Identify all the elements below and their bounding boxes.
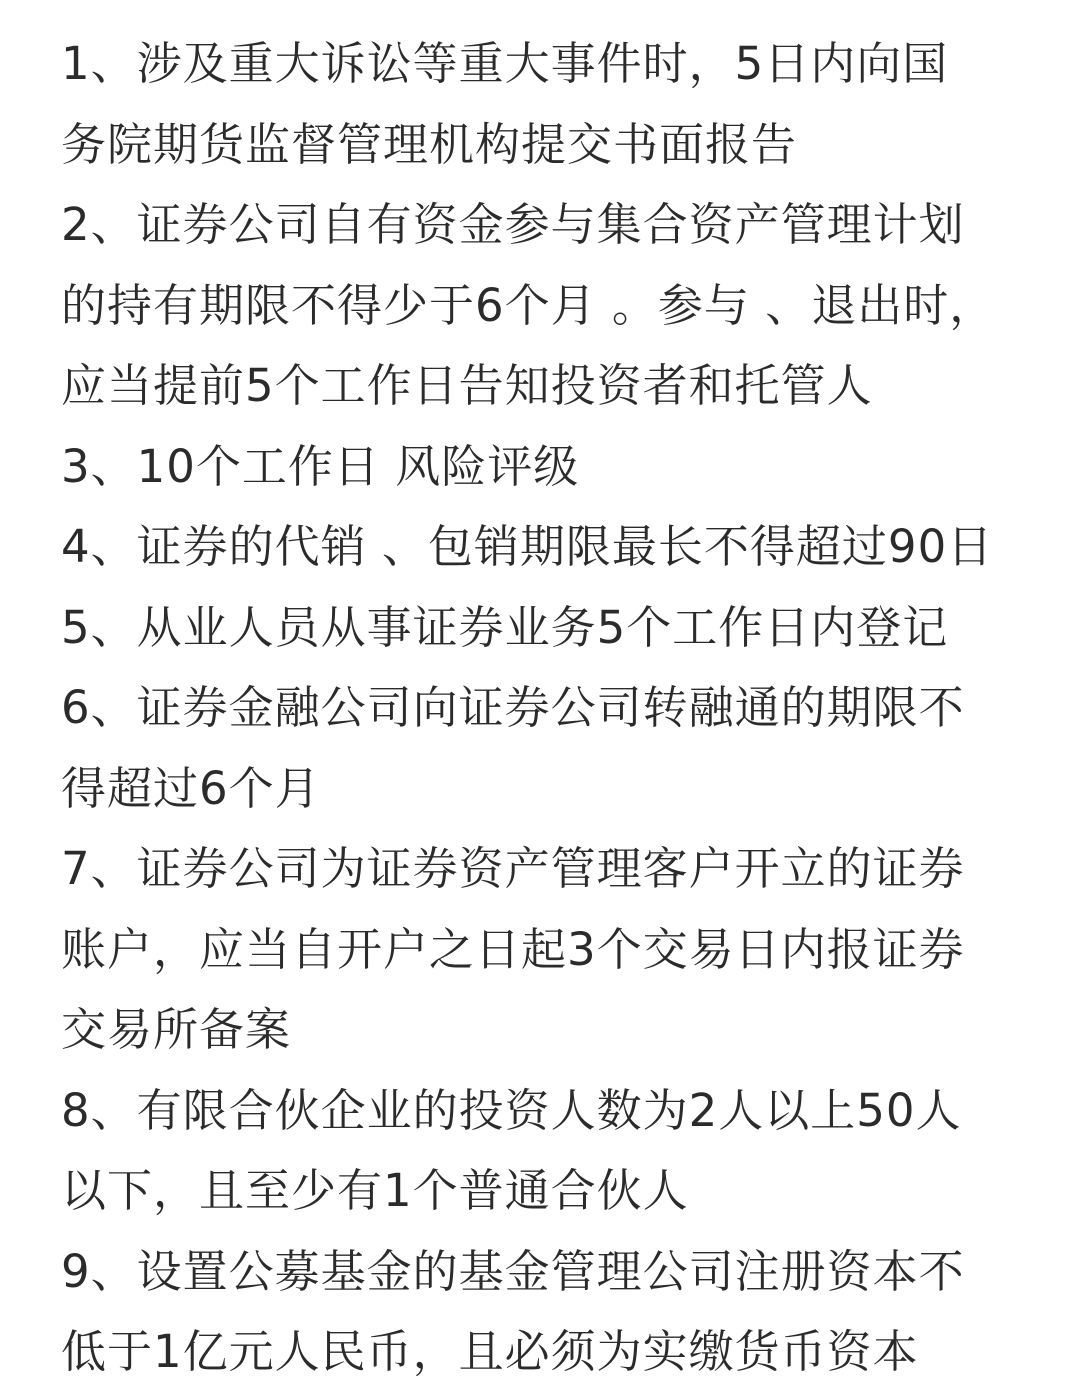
text-line-3: 2、证券公司自有资金参与集合资产管理计划 — [61, 198, 965, 251]
text-line-7: 4、证券的代销 、包销期限最长不得超过90日 — [61, 520, 994, 573]
text-line-12: 账户，应当自开户之日起3个交易日内报证券 — [61, 922, 965, 976]
text-line-10: 得超过6个月 — [61, 761, 321, 815]
text-line-13: 交易所备案 — [61, 1003, 292, 1056]
text-line-4: 的持有期限不得少于6个月 。参与 、退出时， — [61, 278, 996, 332]
text-line-11: 7、证券公司为证券资产管理客户开立的证券 — [61, 842, 965, 895]
text-line-14: 8、有限合伙企业的投资人数为2人以上50人 — [61, 1083, 962, 1137]
document-body — [61, 24, 1021, 1393]
text-line-16: 9、设置公募基金的基金管理公司注册资本不 — [61, 1244, 965, 1298]
text-line-6: 3、10个工作日 风险评级 — [61, 439, 580, 493]
text-line-2: 务院期货监督管理机构提交书面报告 — [61, 117, 798, 171]
text-line-8: 5、从业人员从事证券业务5个工作日内登记 — [61, 600, 949, 654]
text-line-5: 应当提前5个工作日告知投资者和托管人 — [61, 359, 873, 412]
text-line-9: 6、证券金融公司向证券公司转融通的期限不 — [61, 681, 965, 734]
text-line-15: 以下，且至少有1个普通合伙人 — [61, 1164, 689, 1217]
text-line-17: 低于1亿元人民币，且必须为实缴货币资本 — [61, 1325, 919, 1378]
text-line-1: 1、涉及重大诉讼等重大事件时，5日内向国 — [61, 37, 949, 90]
